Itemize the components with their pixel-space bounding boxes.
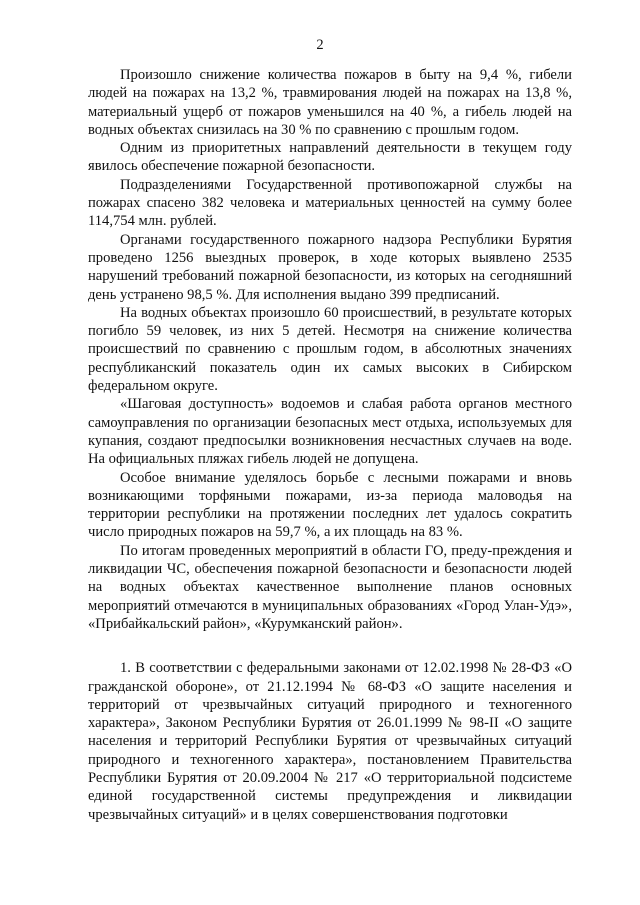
paragraph-rescued: Подразделениями Государственной противопожарной службы на пожарах спасено 382 человека и материальных ценностей на сумму более 114,754 млн. рублей.: [88, 176, 572, 230]
paragraph-forest-fires: Особое внимание уделялось борьбе с лесными пожарами и вновь возникающими торфяными пожарами, из-за периода маловодья на территории республики на протяжении последних лет удалось сократить число природных пожаров на 59,7 %, а их площадь на 83 %.: [88, 469, 572, 541]
paragraph-fire-safety-priority: Одним из приоритетных направлений деятельности в текущем году явилось обеспечение пожарной безопасности.: [88, 140, 572, 175]
paragraph-water-incidents: На водных объектах произошло 60 происшествий, в результате которых погибло 59 человек, из них 5 детей. Несмотря на снижение количества происшествий по сравнению с прошлым годом, в абсолютных значениях республиканский показатель один их самых высоких в Сибирском федеральном округе.: [88, 304, 572, 395]
paragraph-results: По итогам проведенных мероприятий в области ГО, преду-преждения и ликвидации ЧС, обеспечения пожарной безопасности и безопасности людей на водных объектах качественное выполнение планов основных мероприятий отмечаются в муниципальных образованиях «Город Улан-Удэ», «Прибайкальский район», «Курумканский район».: [88, 542, 572, 632]
paragraph-fire-statistics: Произошло снижение количества пожаров в быту на 9,4 %, гибели людей на пожарах на 13,2 %, травмирования людей на пожарах на 13,8 %, материальный ущерб от пожаров уменьшился на 40 %, а гибель людей на водных объектах снизилась на 30 % по сравнению с прошлым годом.: [88, 67, 572, 138]
paragraph-water-access: «Шаговая доступность» водоемов и слабая работа органов местного самоуправления по организации безопасных мест отдыха, используемых для купания, создают предпосылки возникновения несчастных случаев на воде. На официальных пляжах гибель людей не допущена.: [88, 396, 572, 468]
paragraph-legal-basis: 1. В соответствии с федеральными законами от 12.02.1998 № 28-ФЗ «О гражданской обороне», от 21.12.1994 № 68-ФЗ «О защите населения и территорий от чрезвычайных ситуаций природного и техногенного характера», Законом Республики Бурятия от 26.01.1999 № 98-II «О защите населения и территорий Республики Бурятия от чрезвычайных ситуаций природного и техногенного характера», постановлением Правительства Республики Бурятия от 20.09.2004 № 217 «О территориальной подсистеме единой государственной системы предупреждения и ликвидации чрезвычайных ситуаций» и в целях совершенствования подготовки: [88, 660, 572, 823]
page-number: 2: [316, 37, 324, 53]
paragraph-fire-inspections: Органами государственного пожарного надзора Республики Бурятия проведено 1256 выездных проверок, в ходе которых выявлено 2535 нарушений требований пожарной безопасности, из которых на сегодняшний день устранено 98,5 %. Для исполнения выдано 399 предписаний.: [88, 231, 572, 303]
document-body: [88, 66, 572, 824]
